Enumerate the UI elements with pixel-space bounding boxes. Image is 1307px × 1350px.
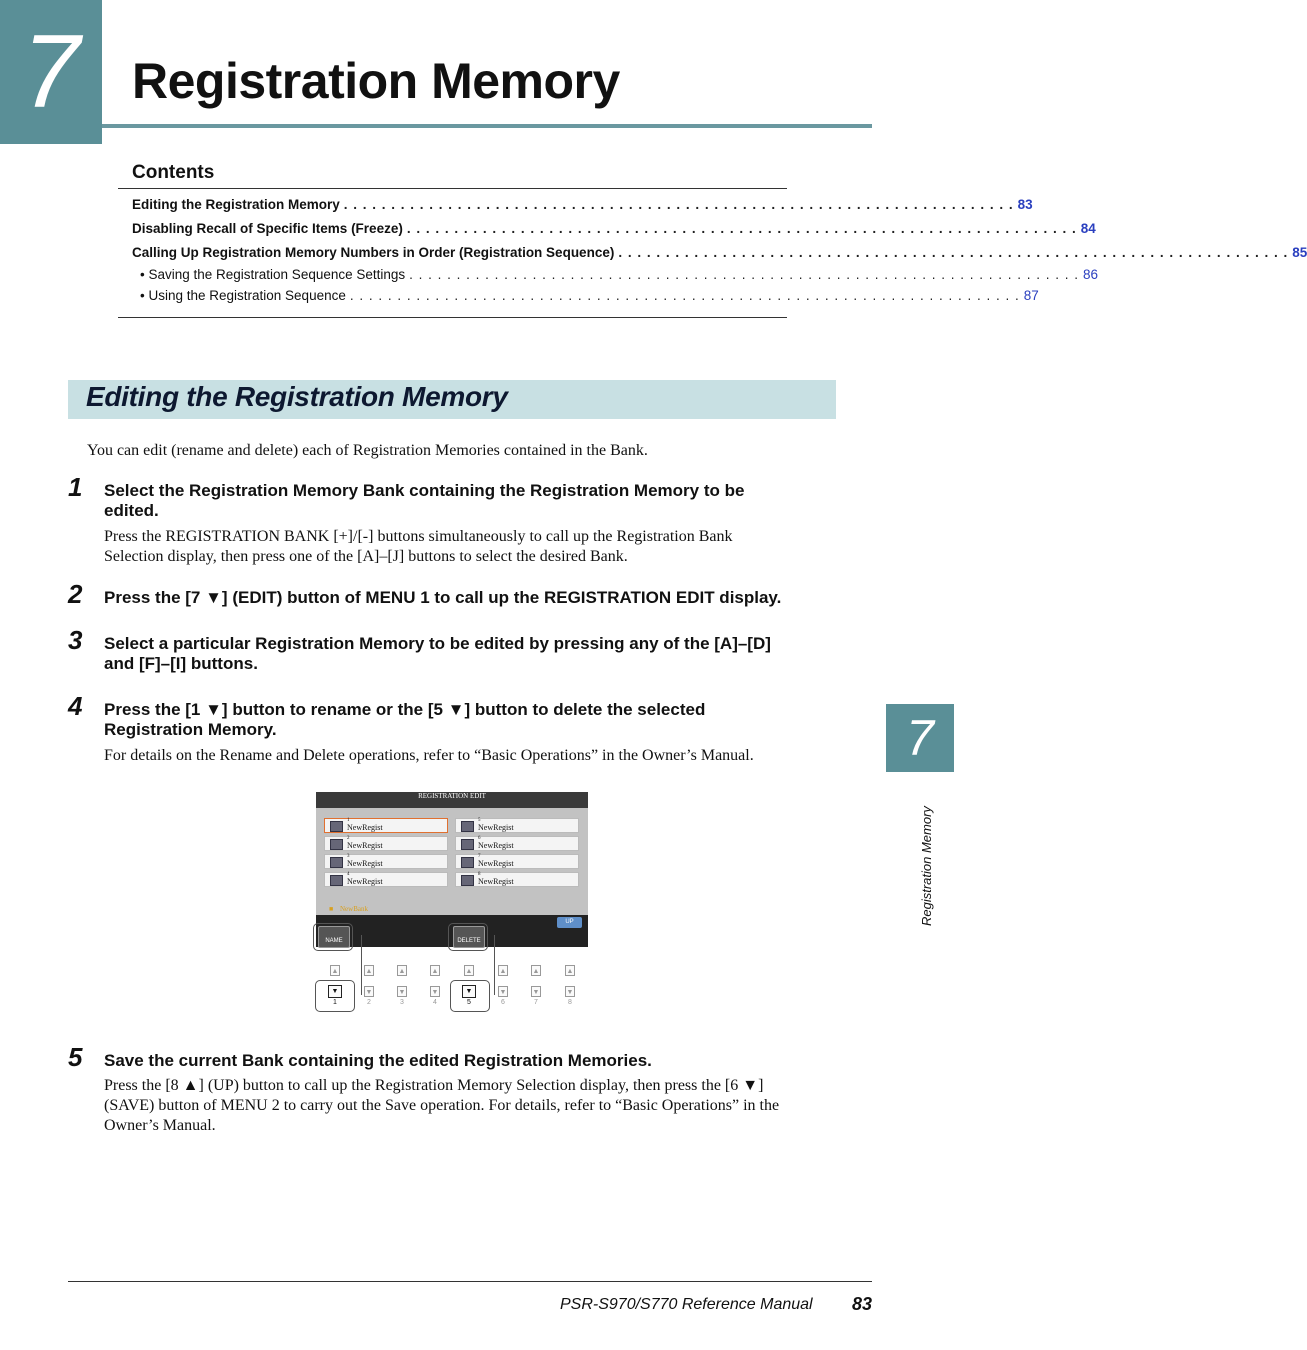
- name-callout: [313, 923, 353, 951]
- step-body: Press the REGISTRATION BANK [+]/[-] buttons simultaneously to call up the Registration Bank Selection display, then press one of the [A]–[J] buttons to select the desired Bank.: [104, 528, 733, 565]
- title-rule: [102, 124, 872, 128]
- button-number: 8: [568, 999, 572, 1006]
- registration-icon: [330, 857, 343, 868]
- contents-heading: Contents: [132, 162, 215, 183]
- footer-manual-title: PSR-S970/S770 Reference Manual: [560, 1296, 813, 1313]
- button-number: 6: [501, 999, 505, 1006]
- registration-icon: [330, 839, 343, 850]
- toc-entry[interactable]: [132, 197, 1033, 217]
- delete-callout: [448, 923, 488, 951]
- toc-leader: . . . . . . . . . . . . . . . . . . . . . . . . . . . . . . . . . . . . . . . . . . . . . . . . . . . . . . . . . . . . . . . . . . . . . . .: [409, 267, 1080, 282]
- toc-label: • Using the Registration Sequence: [140, 288, 346, 303]
- up-arrow-button[interactable]: ▲: [430, 965, 440, 976]
- folder-icon: ■: [329, 906, 334, 913]
- memory-slot[interactable]: 7 NewRegist: [455, 854, 579, 869]
- button-number: 1: [333, 999, 337, 1006]
- side-tab-number: 7: [906, 710, 934, 766]
- up-arrow-button[interactable]: ▲: [531, 965, 541, 976]
- contents-divider-bottom: [118, 317, 787, 318]
- registration-icon: [461, 857, 474, 868]
- button-number: 3: [400, 999, 404, 1006]
- toc-page-link[interactable]: 86: [1083, 267, 1099, 282]
- memory-slot[interactable]: 5 NewRegist: [455, 818, 579, 833]
- button-number: 7: [534, 999, 538, 1006]
- step-heading: Press the [1 ▼] button to rename or the [5 ▼] button to delete the selected Registration Memory.: [104, 700, 706, 739]
- up-arrow-button[interactable]: ▲: [330, 965, 340, 976]
- page-title: Registration Memory: [132, 53, 620, 109]
- registration-icon: [330, 821, 343, 832]
- down-arrow-button[interactable]: ▼: [498, 986, 508, 997]
- down-arrow-button[interactable]: ▼: [531, 986, 541, 997]
- toc-label: • Saving the Registration Sequence Settings: [140, 267, 406, 282]
- up-arrow-button[interactable]: ▲: [565, 965, 575, 976]
- memory-slot[interactable]: 4 NewRegist: [324, 872, 448, 887]
- toc-page-link[interactable]: 85: [1292, 245, 1307, 260]
- step-number: 3: [68, 625, 83, 655]
- step-heading: Save the current Bank containing the edited Registration Memories.: [104, 1051, 652, 1070]
- registration-icon: [461, 839, 474, 850]
- footer-rule: [68, 1281, 872, 1282]
- side-tab-label-wrap: [905, 786, 934, 946]
- step-number: 5: [68, 1042, 83, 1072]
- down-arrow-button[interactable]: ▼: [364, 986, 374, 997]
- down-arrow-button-5[interactable]: ▼: [462, 985, 476, 998]
- delete-softkey[interactable]: DELETE: [453, 926, 485, 948]
- step-number: 4: [68, 691, 83, 721]
- up-arrow-button[interactable]: ▲: [498, 965, 508, 976]
- contents-divider-top: [118, 188, 787, 189]
- toc-label: Disabling Recall of Specific Items (Freeze): [132, 221, 403, 236]
- toc-entry[interactable]: [132, 245, 1307, 265]
- screen-title: REGISTRATION EDIT: [316, 792, 588, 808]
- down-arrow-button[interactable]: ▼: [430, 986, 440, 997]
- button-number: 4: [433, 999, 437, 1006]
- registration-icon: [461, 875, 474, 886]
- button-number: 5: [467, 999, 471, 1006]
- up-button[interactable]: UP: [557, 917, 582, 928]
- down-arrow-button[interactable]: ▼: [565, 986, 575, 997]
- step-body: For details on the Rename and Delete operations, refer to “Basic Operations” in the Owner’s Manual.: [104, 747, 754, 764]
- step-heading: Select the Registration Memory Bank containing the Registration Memory to be edited.: [104, 481, 745, 520]
- memory-slot[interactable]: 6 NewRegist: [455, 836, 579, 851]
- step-heading: Select a particular Registration Memory to be edited by pressing any of the [A]–[D] and [F]–[I] buttons.: [104, 634, 771, 673]
- name-softkey[interactable]: NAME: [318, 926, 350, 948]
- step-number: 1: [68, 472, 83, 502]
- up-arrow-button[interactable]: ▲: [464, 965, 474, 976]
- leader-line: [361, 935, 362, 995]
- toc-page-link[interactable]: 87: [1023, 288, 1039, 303]
- toc-leader: . . . . . . . . . . . . . . . . . . . . . . . . . . . . . . . . . . . . . . . . . . . . . . . . . . . . . . . . . . . . . . . . . . . . . . .: [406, 221, 1077, 236]
- toc-page-link[interactable]: 83: [1017, 197, 1033, 212]
- down-arrow-button-1[interactable]: ▼: [328, 985, 342, 998]
- side-tab-label: Registration Memory: [919, 806, 934, 926]
- section-intro: You can edit (rename and delete) each of Registration Memories contained in the Bank.: [87, 442, 648, 459]
- memory-slot[interactable]: 8 NewRegist: [455, 872, 579, 887]
- toc-label: Editing the Registration Memory: [132, 197, 340, 212]
- toc-leader: . . . . . . . . . . . . . . . . . . . . . . . . . . . . . . . . . . . . . . . . . . . . . . . . . . . . . . . . . . . . . . . . . . . . . . .: [618, 245, 1289, 260]
- up-arrow-button[interactable]: ▲: [364, 965, 374, 976]
- memory-slot[interactable]: 1 NewRegist: [324, 818, 448, 833]
- registration-icon: [461, 821, 474, 832]
- bank-name: NewBank: [340, 905, 368, 913]
- registration-icon: [330, 875, 343, 886]
- down-arrow-button[interactable]: ▼: [397, 986, 407, 997]
- toc-label: Calling Up Registration Memory Numbers in Order (Registration Sequence): [132, 245, 615, 260]
- page-number: 83: [852, 1294, 873, 1314]
- toc-leader: . . . . . . . . . . . . . . . . . . . . . . . . . . . . . . . . . . . . . . . . . . . . . . . . . . . . . . . . . . . . . . . . . . . . . . .: [349, 288, 1020, 303]
- toc-page-link[interactable]: 84: [1080, 221, 1096, 236]
- step-number: 2: [68, 579, 83, 609]
- section-title: Editing the Registration Memory: [86, 381, 508, 412]
- up-arrow-button[interactable]: ▲: [397, 965, 407, 976]
- memory-slot[interactable]: 2 NewRegist: [324, 836, 448, 851]
- memory-slot[interactable]: 3 NewRegist: [324, 854, 448, 869]
- chapter-number: 7: [22, 14, 80, 130]
- leader-line: [494, 935, 495, 995]
- toc-subentry[interactable]: [140, 267, 1099, 287]
- step-body: Press the [8 ▲] (UP) button to call up the Registration Memory Selection display, then press the [6 ▼] (SAVE) button of MENU 2 to carry out the Save operation. For details, refer to “Basic Operations” in the Owner’s Manual.: [104, 1077, 780, 1134]
- toc-entry[interactable]: [132, 221, 1096, 241]
- step-heading: Press the [7 ▼] (EDIT) button of MENU 1 to call up the REGISTRATION EDIT display.: [104, 588, 782, 607]
- toc-leader: . . . . . . . . . . . . . . . . . . . . . . . . . . . . . . . . . . . . . . . . . . . . . . . . . . . . . . . . . . . . . . . . . . . . . . .: [343, 197, 1014, 212]
- button-number: 2: [367, 999, 371, 1006]
- toc-subentry[interactable]: [140, 288, 1039, 308]
